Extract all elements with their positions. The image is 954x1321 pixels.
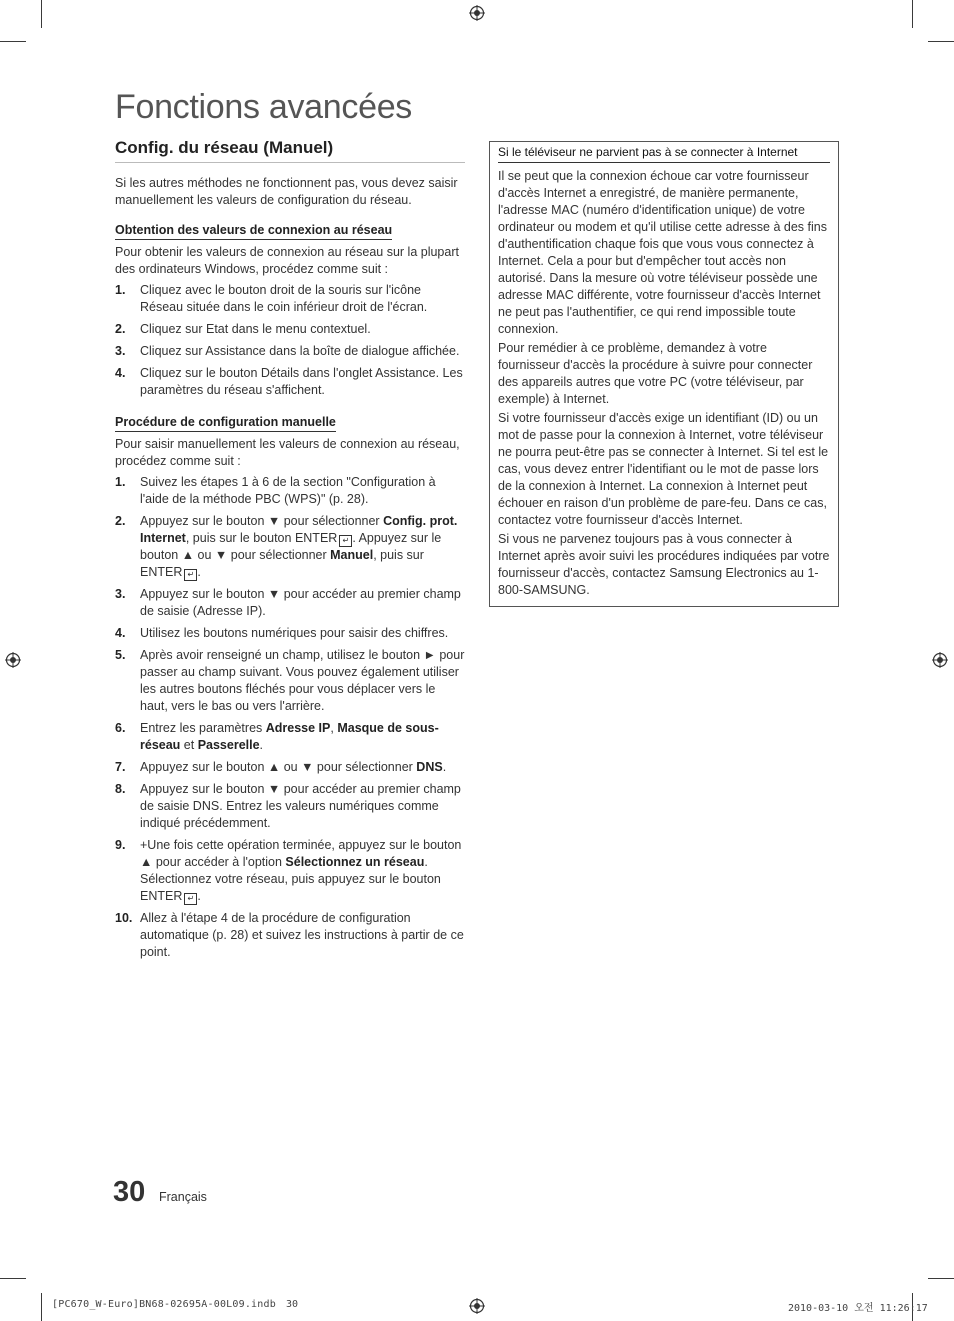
step-text-part: , puis sur ENTER xyxy=(140,548,424,579)
note-box xyxy=(489,141,839,607)
footer-filename: [PC670_W-Euro]BN68-02695A-00L09.indb xyxy=(52,1299,276,1310)
list-item xyxy=(115,343,465,360)
list-item xyxy=(115,647,465,715)
crop-mark xyxy=(41,1293,42,1321)
step-number: 2. xyxy=(115,514,126,528)
step-text: Cliquez avec le bouton droit de la souris sur l'icône Réseau située dans le coin inférieur droit de l'écran. xyxy=(140,283,428,314)
step-number: 4. xyxy=(115,366,126,380)
registration-mark-icon xyxy=(5,652,21,668)
obtain-block xyxy=(115,221,465,399)
note-paragraph: Il se peut que la connexion échoue car votre fournisseur d'accès Internet a enregistré, de manière permanente, l'adresse MAC (numéro d'identification unique) de votre ordinateur ou modem et qu'il utilise cette adresse à des fins d'authentification chaque fois que vous vous connectez à Internet. Cela a pour but d'empêcher tout accès non autorisé. Dans la mesure où votre téléviseur possède une adresse MAC différente, votre fournisseur d'accès Internet ne peut pas l'authentifier, ce qui rend impossible toute connexion. xyxy=(498,169,827,336)
step-text-part: . xyxy=(259,738,264,752)
step-text-part: . xyxy=(442,760,447,774)
step-number: 4. xyxy=(115,626,126,640)
step-text: Cliquez sur le bouton Détails dans l'onglet Assistance. Les paramètres du réseau s'affichent. xyxy=(140,366,463,397)
step-number: 5. xyxy=(115,648,126,662)
step-text xyxy=(140,837,465,905)
step-text: Allez à l'étape 4 de la procédure de configuration automatique (p. 28) et suivez les instructions à partir de ce point. xyxy=(140,911,464,959)
crop-mark xyxy=(41,0,42,28)
list-item xyxy=(115,365,465,399)
crop-mark xyxy=(0,41,26,42)
crop-mark xyxy=(928,41,954,42)
crop-mark xyxy=(912,0,913,28)
list-item xyxy=(115,321,465,338)
obtain-heading: Obtention des valeurs de connexion au réseau xyxy=(115,223,392,240)
step-text-part: . Appuyez sur le bouton ▲ ou ▼ pour sélectionner xyxy=(140,531,442,562)
step-number: 8. xyxy=(115,782,126,796)
obtain-steps xyxy=(115,282,465,399)
step-number: 2. xyxy=(115,322,126,336)
manual-intro: Pour saisir manuellement les valeurs de connexion au réseau, procédez comme suit : xyxy=(115,437,460,468)
step-text: Cliquez sur Etat dans le menu contextuel. xyxy=(140,322,371,336)
enter-key-icon: ↵ xyxy=(184,569,197,581)
crop-mark xyxy=(0,1278,26,1279)
obtain-intro: Pour obtenir les valeurs de connexion au réseau sur la plupart des ordinateurs Windows, procédez comme suit : xyxy=(115,245,459,276)
menu-option: Adresse IP xyxy=(265,721,331,735)
step-text xyxy=(140,513,465,581)
step-text: Suivez les étapes 1 à 6 de la section "Configuration à l'aide de la méthode PBC (WPS)" (p. 28). xyxy=(140,475,436,506)
crop-mark xyxy=(928,1278,954,1279)
step-text xyxy=(140,759,465,776)
manual-steps xyxy=(115,474,465,961)
list-item xyxy=(115,474,465,508)
list-item xyxy=(115,759,465,776)
language-label: Français xyxy=(159,1190,207,1204)
step-number: 6. xyxy=(115,721,126,735)
step-text-part: , puis sur le bouton ENTER xyxy=(185,531,338,545)
step-number: 1. xyxy=(115,283,126,297)
manual-block xyxy=(115,413,465,961)
step-text-part: Entrez les paramètres xyxy=(140,721,266,735)
footer-page: 30 xyxy=(286,1299,299,1310)
step-text: Après avoir renseigné un champ, utilisez le bouton ► pour passer au champ suivant. Vous pouvez également utiliser les autres boutons fléchés pour vous déplacer vers le haut, vers le bas ou vers l'arrière. xyxy=(140,648,465,713)
step-number: 10. xyxy=(115,911,133,925)
step-text: Appuyez sur le bouton ▼ pour accéder au premier champ de saisie (Adresse IP). xyxy=(140,587,461,618)
step-text-part: Appuyez sur le bouton ▼ pour sélectionner xyxy=(140,514,384,528)
footer-datetime: 2010-03-10 오전 11:26:17 xyxy=(788,1303,928,1314)
step-text: Cliquez sur Assistance dans la boîte de dialogue affichée. xyxy=(140,344,460,358)
step-text: Utilisez les boutons numériques pour saisir des chiffres. xyxy=(140,626,449,640)
list-item xyxy=(115,586,465,620)
step-number: 7. xyxy=(115,760,126,774)
step-text xyxy=(140,720,465,754)
note-paragraph: Si votre fournisseur d'accès exige un identifiant (ID) ou un mot de passe pour la connexion à Internet, votre téléviseur ne pourra peut-être pas se connecter à Internet. Si tel est le cas, vous devez entrer l'identifiant ou le mot de passe lors de la connexion à Internet. La connexion à Internet peut échouer en raison d'un problème de pare-feu. Dans ce cas, contactez votre fournisseur d'accès Internet. xyxy=(498,411,829,527)
list-item xyxy=(115,625,465,642)
list-item xyxy=(115,781,465,832)
step-text-part: , xyxy=(330,721,338,735)
step-number: 9. xyxy=(115,838,126,852)
note-heading: Si le téléviseur ne parvient pas à se connecter à Internet xyxy=(498,145,830,163)
step-text-part: . xyxy=(197,889,201,903)
manual-heading: Procédure de configuration manuelle xyxy=(115,415,336,432)
note-body xyxy=(490,163,838,599)
enter-key-icon: ↵ xyxy=(184,893,197,905)
page-title: Fonctions avancées xyxy=(115,88,412,126)
step-text-part: et xyxy=(180,738,198,752)
list-item xyxy=(115,513,465,581)
menu-option: Sélectionnez un réseau xyxy=(285,855,425,869)
list-item xyxy=(115,837,465,905)
registration-mark-icon xyxy=(932,652,948,668)
menu-option: Passerelle xyxy=(197,738,260,752)
step-text-part: +Une fois cette opération terminée, appuyez sur le bouton ▲ pour accéder à l'option xyxy=(140,838,462,869)
note-paragraph: Si vous ne parvenez toujours pas à vous connecter à Internet après avoir suivi les procédures indiquées par votre fournisseur d'accès, contactez Samsung Electronics au 1-800-SAMSUNG. xyxy=(498,532,830,597)
menu-option: DNS xyxy=(416,760,443,774)
section-heading: Config. du réseau (Manuel) xyxy=(115,138,465,163)
step-number: 3. xyxy=(115,344,126,358)
enter-key-icon: ↵ xyxy=(339,535,352,547)
step-text-part: . xyxy=(197,565,201,579)
list-item xyxy=(115,910,465,961)
step-text: Appuyez sur le bouton ▼ pour accéder au premier champ de saisie DNS. Entrez les valeurs numériques comme indiqué précédemment. xyxy=(140,782,461,830)
step-text-part: Appuyez sur le bouton ▲ ou ▼ pour sélectionner xyxy=(140,760,417,774)
menu-option: Manuel xyxy=(330,548,374,562)
registration-mark-icon xyxy=(469,5,485,21)
step-number: 1. xyxy=(115,475,126,489)
menu-option: Config. prot. Internet xyxy=(140,514,458,545)
list-item xyxy=(115,720,465,754)
note-paragraph: Pour remédier à ce problème, demandez à votre fournisseur d'accès la procédure à suivre pour connecter des appareils autres que votre PC (votre téléviseur, par exemple) à Internet. xyxy=(498,341,813,406)
left-column xyxy=(115,138,465,966)
section-intro: Si les autres méthodes ne fonctionnent pas, vous devez saisir manuellement les valeurs de configuration du réseau. xyxy=(115,176,458,207)
step-number: 3. xyxy=(115,587,126,601)
list-item xyxy=(115,282,465,316)
menu-option: Masque de sous-réseau xyxy=(140,721,439,752)
page-number: 30 xyxy=(113,1176,146,1208)
registration-mark-icon xyxy=(469,1298,485,1314)
step-text-part: . Sélectionnez votre réseau, puis appuyez sur le bouton ENTER xyxy=(140,855,441,903)
